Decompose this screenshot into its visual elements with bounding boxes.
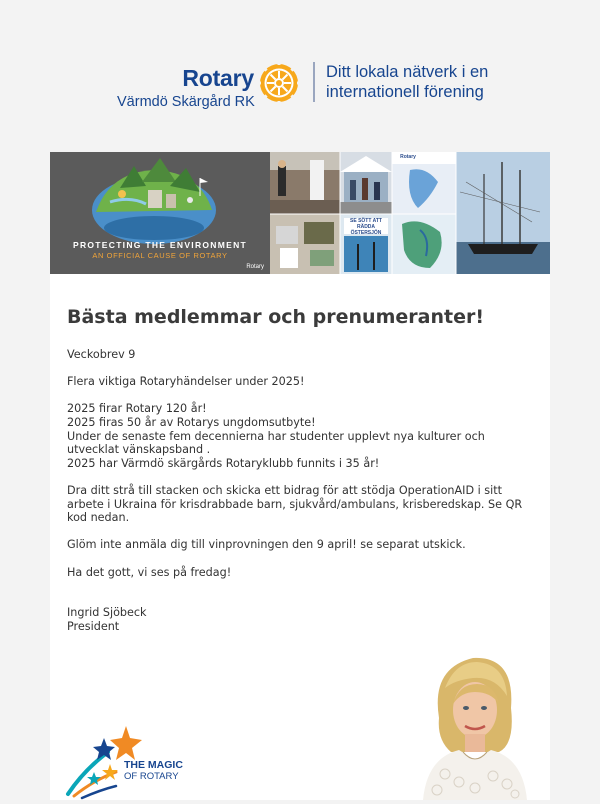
environment-title: PROTECTING THE ENVIRONMENT	[72, 240, 248, 250]
newsletter-card	[50, 152, 550, 800]
poster-rotary-label: Rotary	[400, 154, 416, 160]
collage-photos	[270, 152, 550, 274]
greeting-heading: Bästa medlemmar och prenumeranter!	[67, 306, 484, 328]
newsletter-body	[67, 348, 537, 647]
environment-subtitle: AN OFFICIAL CAUSE OF ROTARY	[92, 251, 228, 260]
event-line: 2025 firar Rotary 120 år!	[67, 402, 207, 416]
wine-tasting-reminder: Glöm inte anmäla dig till vinprovningen den 9 april! se separat utskick.	[67, 538, 466, 552]
donation-appeal: Dra ditt strå till stacken och skicka ett bidrag för att stödja OperationAID i sitt arbete i Ukraina för krisdrabbade barn, sjukvård/ambulans, krisberedskap. Se QR kod nedan.	[67, 483, 523, 525]
newsletter-header	[0, 0, 600, 150]
events-list	[67, 402, 537, 470]
magic-line-2: OF ROTARY	[124, 771, 179, 782]
signature-title: President	[67, 619, 120, 633]
brand-name: Rotary	[182, 65, 254, 91]
event-line: 2025 har Värmdö skärgårds Rotaryklubb funnits i 35 år!	[67, 456, 380, 470]
rotary-club-logo[interactable]	[112, 62, 302, 112]
signature	[67, 606, 537, 633]
club-name: Värmdö Skärgård RK	[117, 94, 255, 110]
environment-cause-image	[50, 152, 270, 274]
president-photo	[415, 648, 535, 800]
magic-line-1: THE MAGIC	[124, 759, 183, 771]
event-line: Under de senaste fem decennierna har studenter upplevt nya kulturer och utvecklat vänskapsband .	[67, 429, 485, 457]
magic-of-rotary-logo	[64, 724, 214, 800]
photo-collage	[270, 152, 550, 274]
baltic-sign-text: SE SÖTT ATT RÄDDA ÖSTERSJÖN	[350, 218, 382, 236]
intro-text: Flera viktiga Rotaryhändelser under 2025!	[67, 375, 305, 389]
hero-banner[interactable]	[50, 152, 550, 274]
header-divider	[313, 62, 315, 102]
signature-name: Ingrid Sjöbeck	[67, 606, 147, 620]
environment-rotary-logo: Rotary	[246, 264, 264, 270]
header-tagline: Ditt lokala nätverk i en internationell förening	[326, 63, 489, 101]
president-portrait	[415, 648, 535, 800]
event-line: 2025 firas 50 år av Rotarys ungdomsutbyte!	[67, 415, 316, 429]
newsletter-number: Veckobrev 9	[67, 348, 136, 361]
rotary-wheel-icon	[258, 62, 300, 104]
magic-of-rotary-text	[124, 760, 183, 782]
closing-text: Ha det gott, vi ses på fredag!	[67, 565, 232, 579]
